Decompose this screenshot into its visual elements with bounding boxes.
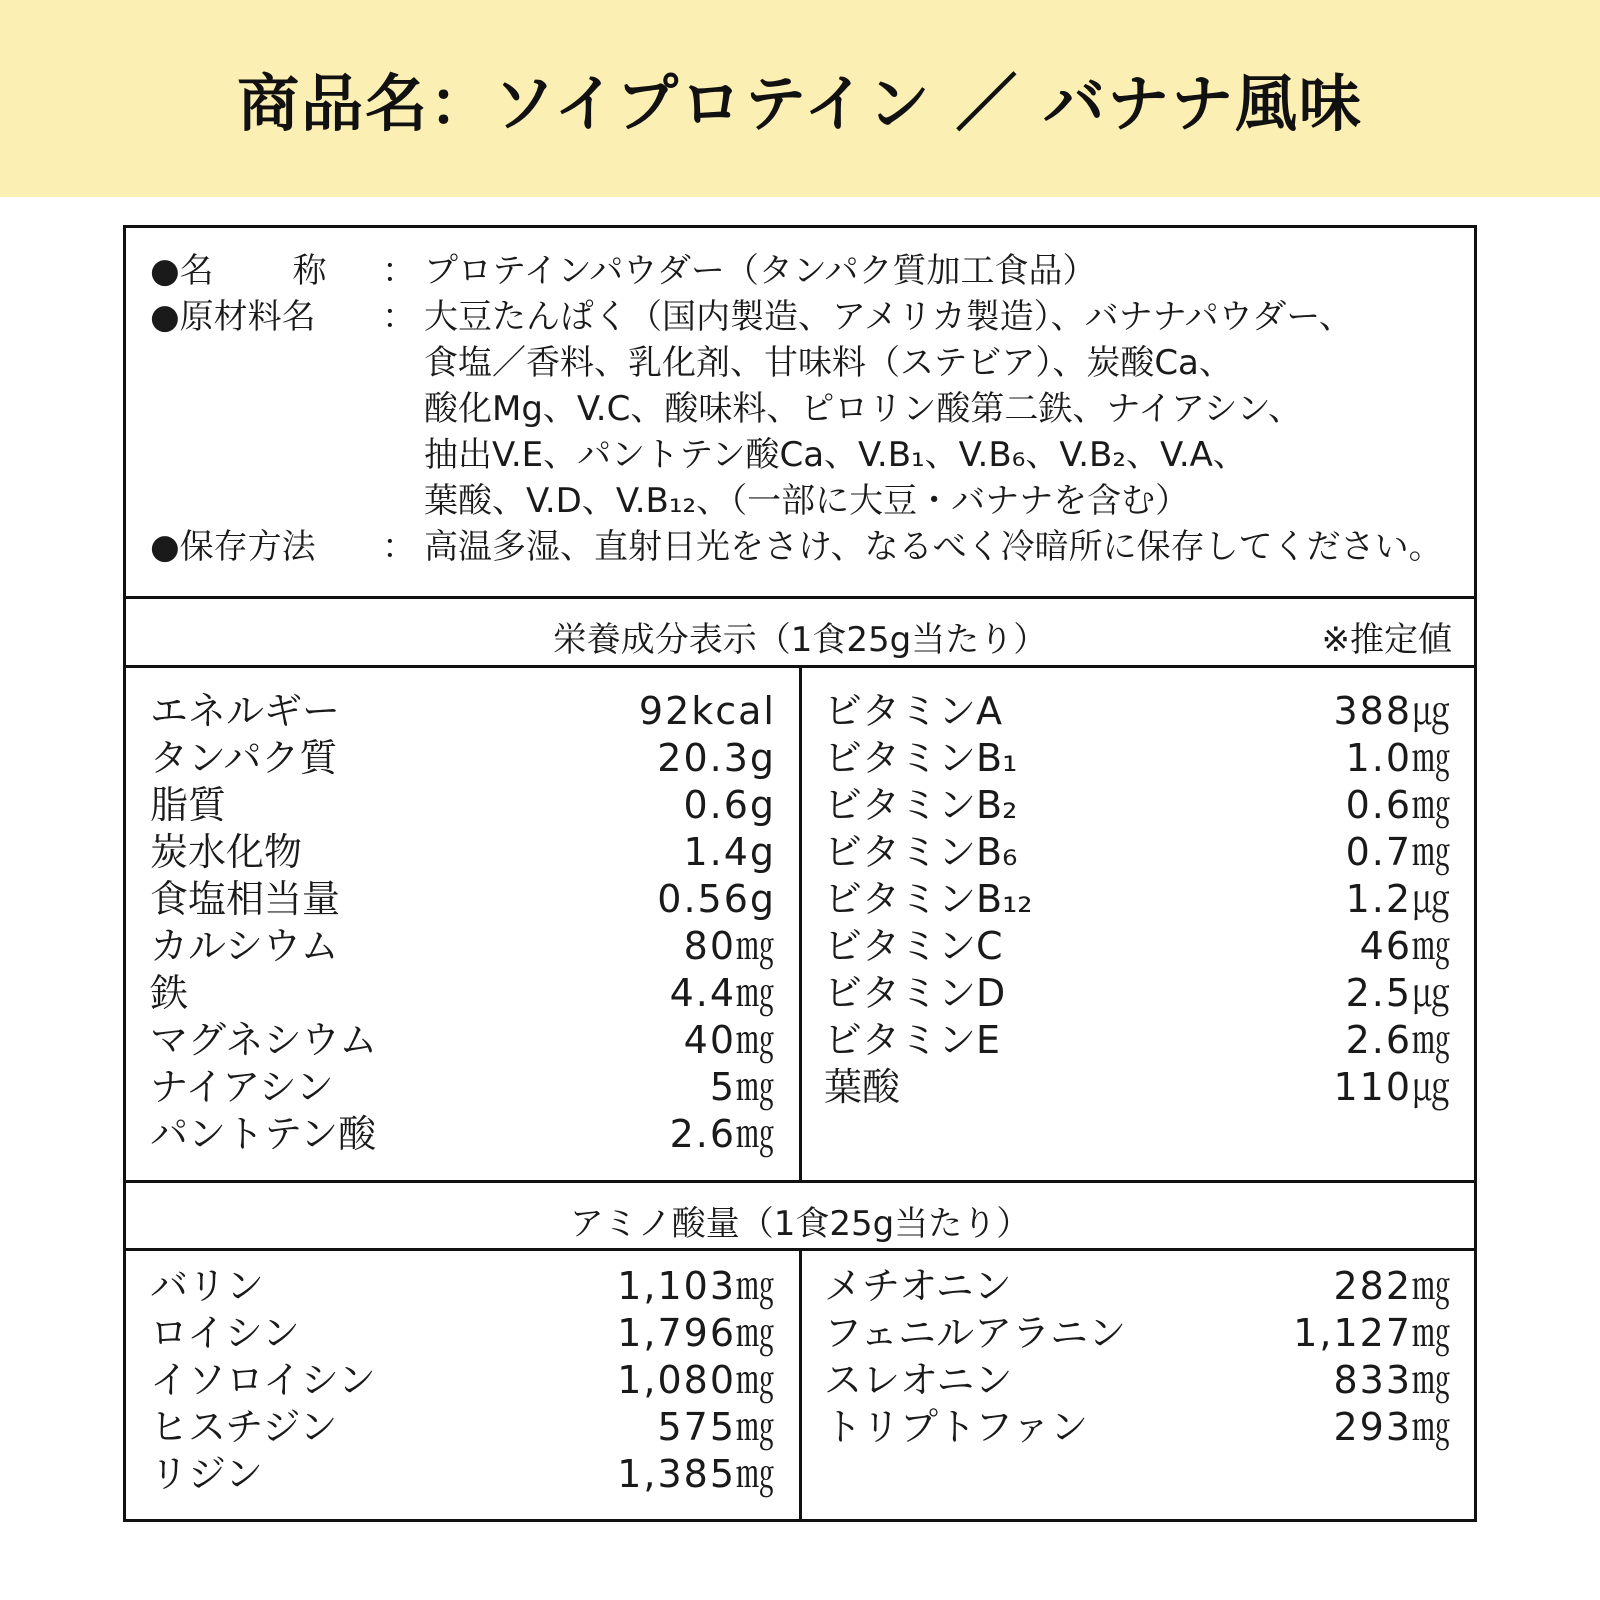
amino-row <box>824 1310 1452 1357</box>
nutrient-row-value: 80㎎ <box>683 924 776 968</box>
nutrient-row-value: 1.0㎎ <box>1345 736 1452 780</box>
nutrition-title: 栄養成分表示（1食25g当たり） <box>552 620 1048 660</box>
info-line: 酸化Mg、V.C、酸味料、ピロリン酸第二鉄、ナイアシン、 <box>424 389 1303 429</box>
nutrient-row-value: 1.2㎍ <box>1345 877 1452 921</box>
nutrient-row <box>824 876 1452 923</box>
nutrient-row-name: タンパク質 <box>150 736 338 780</box>
info-line: プロテインパウダー（タンパク質加工食品） <box>424 251 1097 291</box>
amino-row-name: メチオニン <box>824 1264 1012 1308</box>
nutrient-row <box>150 923 776 970</box>
nutrition-header <box>126 599 1474 668</box>
nutrient-row-name: 炭水化物 <box>150 830 303 874</box>
amino-row-name: イソロイシン <box>150 1358 376 1402</box>
amino-row-value: 575㎎ <box>657 1405 776 1449</box>
info-colon: ： <box>382 297 416 337</box>
amino-row-name: トリプトファン <box>824 1405 1089 1449</box>
nutrient-row <box>150 1111 776 1158</box>
amino-row-value: 1,796㎎ <box>617 1311 776 1355</box>
amino-row <box>150 1357 776 1404</box>
nutrient-row-name: ビタミンB₁₂ <box>824 877 1033 921</box>
amino-row-name: フェニルアラニン <box>824 1311 1127 1355</box>
nutrient-row <box>150 782 776 829</box>
nutrient-row-value: 0.6㎎ <box>1345 783 1452 827</box>
amino-row-name: リジン <box>150 1452 264 1496</box>
amino-column-left <box>126 1251 802 1519</box>
info-colon: ： <box>382 251 416 291</box>
header-banner <box>0 0 1600 197</box>
nutrient-row-name: エネルギー <box>150 689 341 733</box>
info-value <box>424 248 1464 294</box>
nutrient-row <box>150 735 776 782</box>
nutrient-row-name: ビタミンB₆ <box>824 830 1018 874</box>
amino-row-name: バリン <box>150 1264 265 1308</box>
label-panel <box>123 225 1477 1522</box>
nutrient-row-name: カルシウム <box>150 924 339 968</box>
amino-row <box>824 1404 1452 1451</box>
amino-title: アミノ酸量（1食25g当たり） <box>569 1204 1031 1244</box>
nutrient-row-value: 110㎍ <box>1333 1065 1452 1109</box>
info-line: 大豆たんぱく（国内製造、アメリカ製造）、バナナパウダー、 <box>424 297 1353 337</box>
nutrition-column-right <box>802 668 1474 1180</box>
info-line: 高温多湿、直射日光をさけ、なるべく冷暗所に保存してください。 <box>424 527 1443 567</box>
info-colon: ： <box>382 527 416 567</box>
nutrient-row <box>150 970 776 1017</box>
nutrient-row <box>150 876 776 923</box>
estimate-note: ※推定値 <box>1321 620 1452 660</box>
nutrient-row-value: 2.6㎎ <box>1345 1018 1452 1062</box>
amino-column-right <box>802 1251 1474 1519</box>
nutrient-row-value: 388㎍ <box>1333 689 1452 733</box>
nutrient-row-name: ビタミンC <box>824 924 1003 968</box>
product-title: 商品名：ソイプロテイン ／ バナナ風味 <box>237 67 1363 140</box>
amino-row <box>824 1357 1452 1404</box>
nutrient-row <box>150 1064 776 1111</box>
info-label: ●原材料名 <box>150 297 316 337</box>
info-line: 食塩／香料、乳化剤、甘味料（ステビア）、炭酸Ca、 <box>424 343 1233 383</box>
nutrient-row-name: 鉄 <box>150 971 189 1015</box>
amino-row-name: スレオニン <box>824 1358 1013 1402</box>
amino-row-value: 1,127㎎ <box>1293 1311 1452 1355</box>
amino-row-value: 1,385㎎ <box>617 1452 776 1496</box>
nutrient-row <box>824 782 1452 829</box>
nutrient-row-name: ナイアシン <box>150 1065 334 1109</box>
nutrient-row <box>824 1017 1452 1064</box>
nutrient-row-value: 92kcal <box>638 689 776 733</box>
nutrient-row <box>150 688 776 735</box>
nutrient-row-name: ビタミンA <box>824 689 1002 733</box>
amino-row <box>824 1263 1452 1310</box>
info-value <box>424 524 1464 570</box>
info-line: 抽出V.E、パントテン酸Ca、V.B₁、V.B₆、V.B₂、V.A、 <box>424 435 1247 475</box>
amino-row <box>150 1263 776 1310</box>
nutrient-row <box>824 735 1452 782</box>
nutrient-row-value: 0.56g <box>657 877 776 921</box>
product-info-list <box>150 248 1464 570</box>
amino-row-value: 293㎎ <box>1333 1405 1452 1449</box>
nutrient-row-value: 0.7㎎ <box>1345 830 1452 874</box>
info-line: 葉酸、V.D、V.B₁₂、（一部に大豆・バナナを含む） <box>424 481 1190 521</box>
nutrient-row-value: 2.5㎍ <box>1345 971 1452 1015</box>
nutrient-row <box>824 970 1452 1017</box>
nutrient-row <box>824 829 1452 876</box>
info-row <box>150 294 1464 524</box>
amino-table <box>126 1251 1474 1519</box>
nutrient-row <box>824 923 1452 970</box>
info-row <box>150 524 1464 570</box>
nutrient-row-value: 5㎎ <box>709 1065 776 1109</box>
nutrient-row <box>824 1064 1452 1111</box>
nutrient-row <box>150 829 776 876</box>
nutrient-row-name: 葉酸 <box>824 1065 901 1109</box>
info-label: ●名 称 <box>150 251 327 291</box>
nutrient-row-name: ビタミンB₂ <box>824 783 1018 827</box>
nutrient-row-value: 0.6g <box>683 783 776 827</box>
nutrition-table <box>126 668 1474 1183</box>
amino-row <box>150 1404 776 1451</box>
amino-row-name: ロイシン <box>150 1311 300 1355</box>
info-label: ●保存方法 <box>150 527 316 567</box>
nutrient-row-value: 40㎎ <box>683 1018 776 1062</box>
nutrient-row-value: 4.4㎎ <box>669 971 776 1015</box>
nutrient-row-value: 2.6㎎ <box>669 1112 776 1156</box>
amino-header <box>126 1183 1474 1251</box>
nutrient-row-name: 食塩相当量 <box>150 877 341 921</box>
info-value <box>424 294 1464 524</box>
nutrient-row-value: 46㎎ <box>1359 924 1452 968</box>
nutrient-row-name: ビタミンE <box>824 1018 1001 1062</box>
nutrient-row-name: パントテン酸 <box>150 1112 377 1156</box>
nutrient-row <box>150 1017 776 1064</box>
amino-row-value: 282㎎ <box>1333 1264 1452 1308</box>
nutrient-row-value: 1.4g <box>683 830 776 874</box>
nutrient-row-name: 脂質 <box>150 783 227 827</box>
amino-row-name: ヒスチジン <box>150 1405 338 1449</box>
amino-row-value: 833㎎ <box>1333 1358 1452 1402</box>
nutrient-row-name: マグネシウム <box>150 1018 378 1062</box>
nutrient-row-value: 20.3g <box>657 736 776 780</box>
nutrient-row-name: ビタミンB₁ <box>824 736 1018 780</box>
info-row <box>150 248 1464 294</box>
amino-row-value: 1,080㎎ <box>617 1358 776 1402</box>
amino-row <box>150 1310 776 1357</box>
product-info-section <box>126 228 1474 599</box>
nutrition-column-left <box>126 668 802 1180</box>
amino-row-value: 1,103㎎ <box>617 1264 776 1308</box>
nutrient-row <box>824 688 1452 735</box>
nutrient-row-name: ビタミンD <box>824 971 1006 1015</box>
amino-row <box>150 1451 776 1498</box>
